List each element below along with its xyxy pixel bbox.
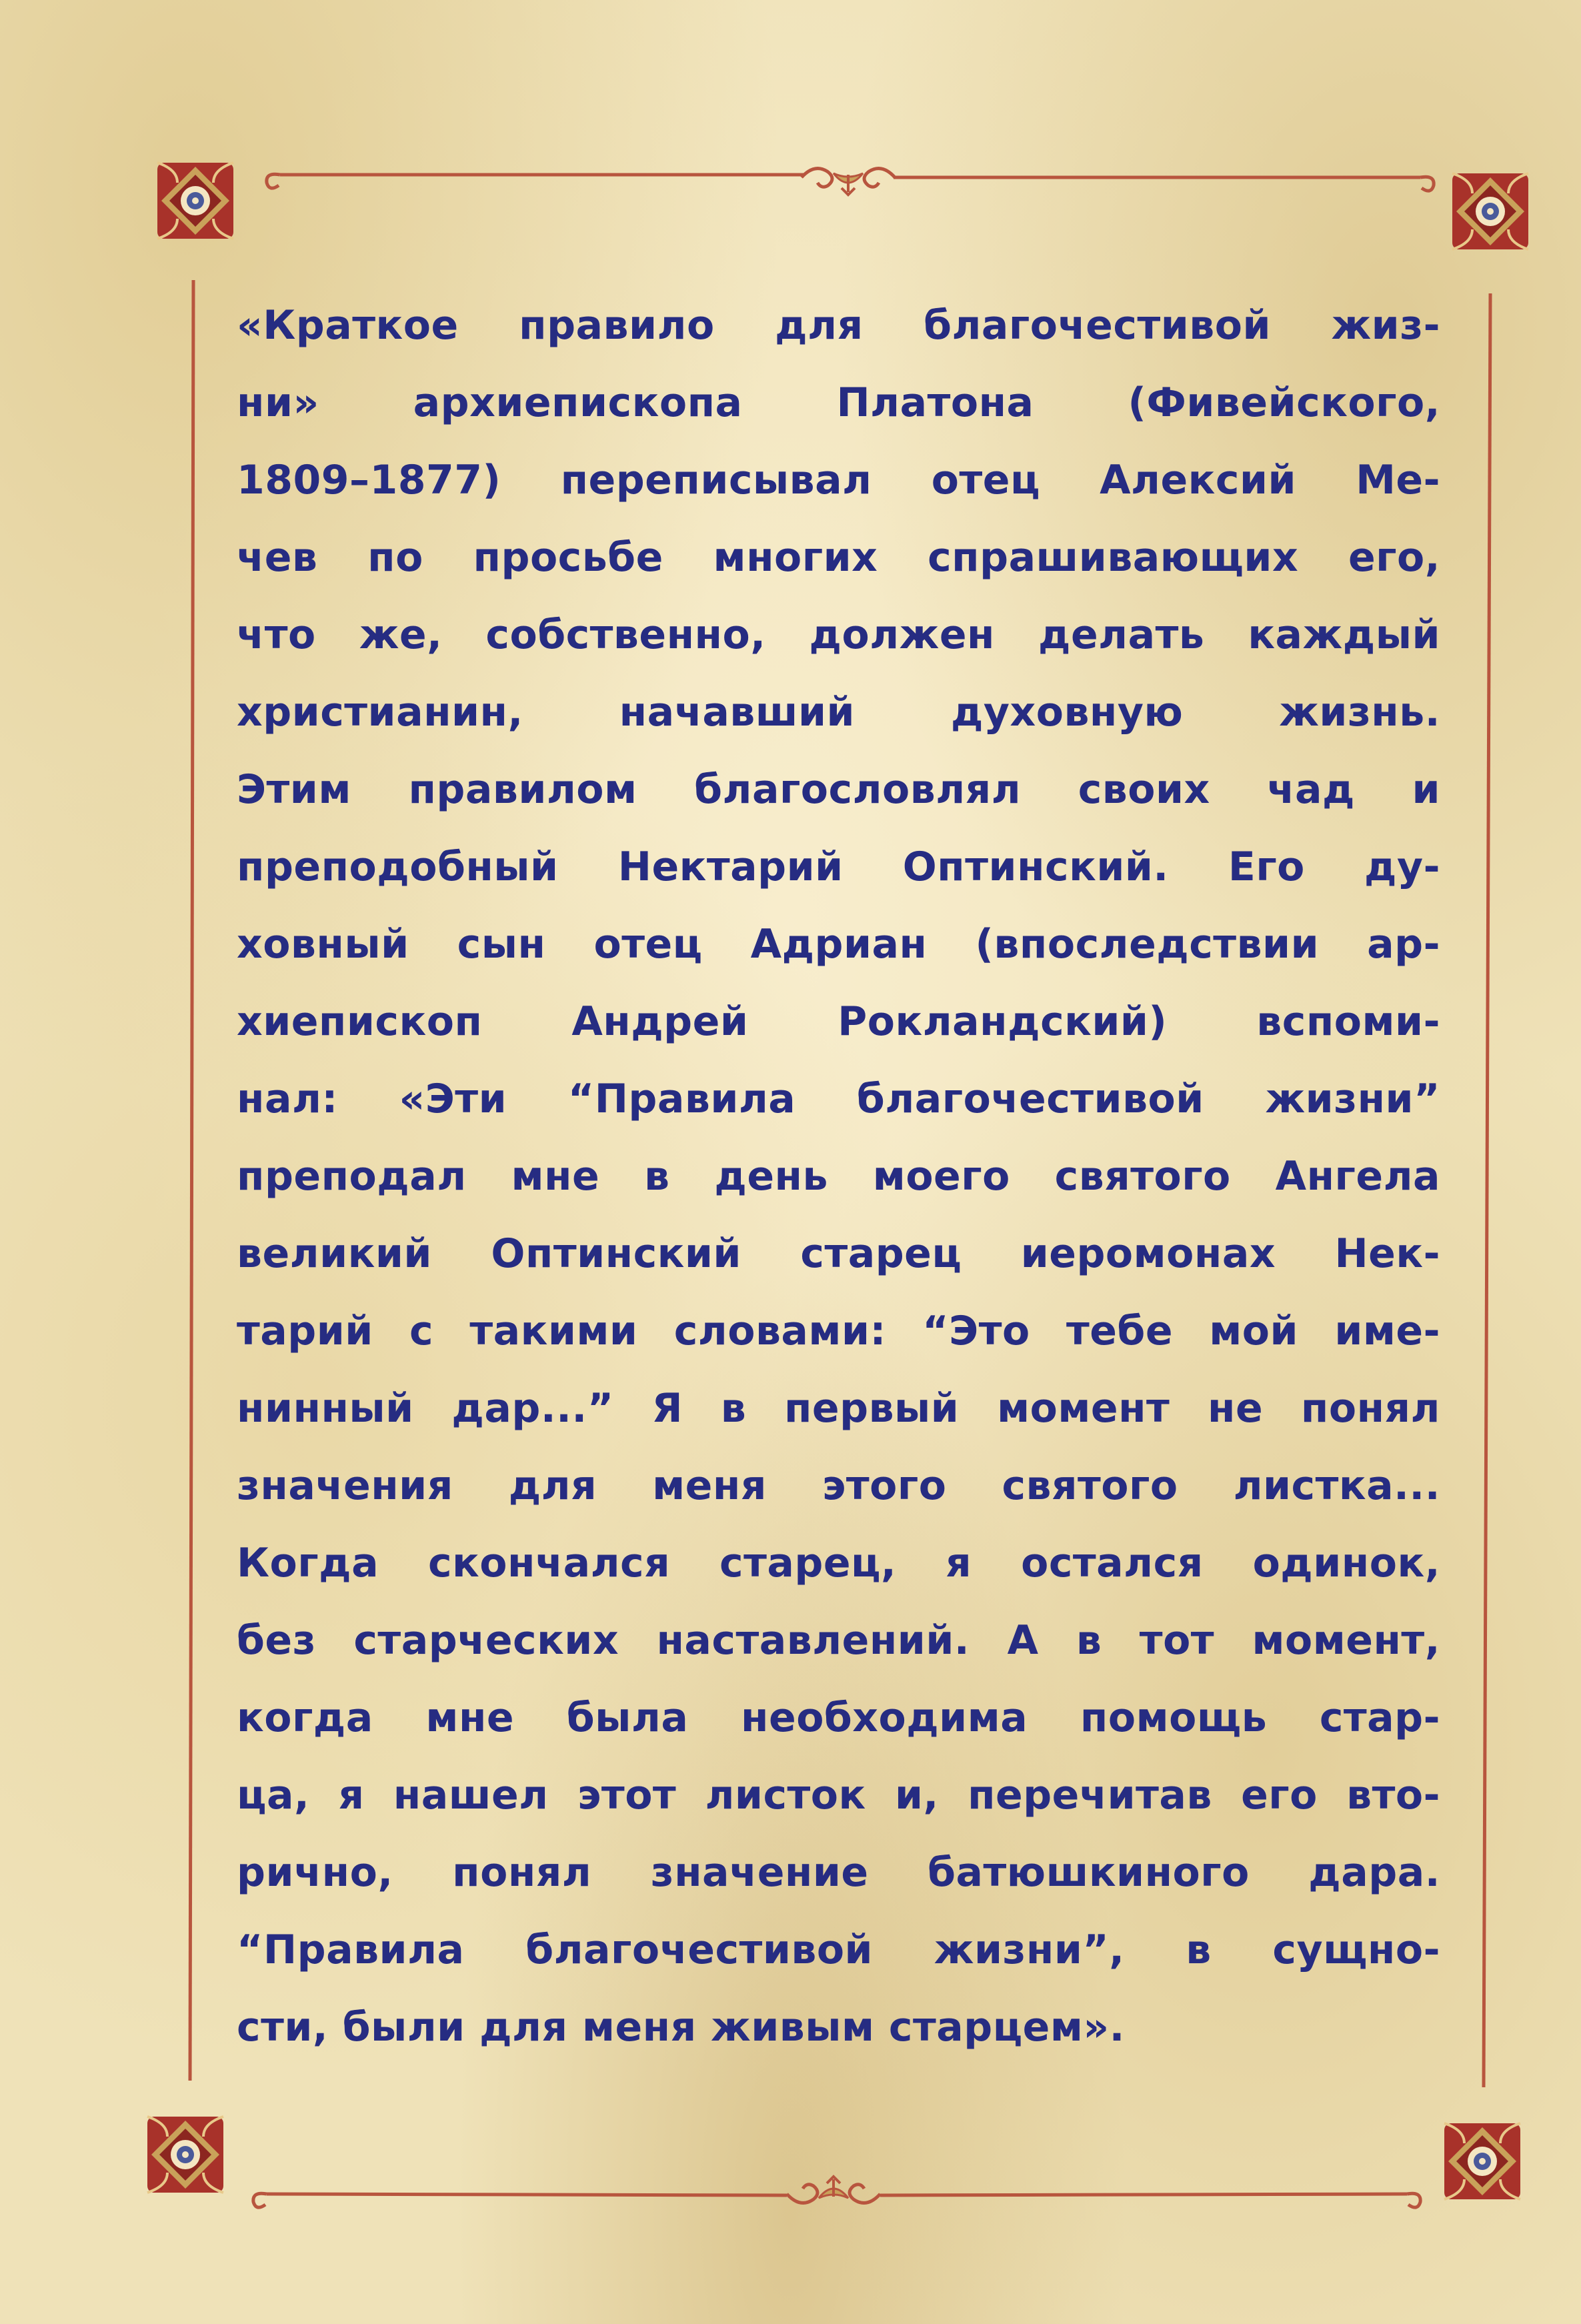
text-line: чев по просьбе многих спрашивающих его,	[237, 534, 1440, 581]
text-line: сти, были для меня живым старцем».	[237, 2004, 1125, 2051]
left-border-line	[190, 280, 193, 2081]
text-line: хиепископ Андрей Рокландский) вспоми-	[237, 998, 1440, 1045]
text-line: без старческих наставлений. А в тот момент,	[237, 1617, 1440, 1664]
text-line: нинный дар...” Я в первый момент не понял	[237, 1385, 1440, 1432]
text-line: когда мне была необходима помощь стар-	[237, 1694, 1440, 1741]
floral-corner-ornament-icon	[142, 2111, 229, 2198]
text-line: “Правила благочестивой жизни”, в сущно-	[237, 1927, 1440, 1973]
floral-corner-ornament-icon	[1439, 2118, 1526, 2205]
text-line: преподал мне в день моего святого Ангела	[237, 1153, 1440, 1200]
text-line: тарий с такими словами: “Это тебе мой име-	[237, 1308, 1440, 1354]
text-line: Этим правилом благословлял своих чад и	[237, 766, 1440, 813]
text-line: значения для меня этого святого листка...	[237, 1462, 1440, 1509]
text-line: ца, я нашел этот листок и, перечитав его вто-	[237, 1772, 1440, 1819]
floral-corner-ornament-icon	[152, 157, 239, 244]
text-line: ни» архиепископа Платона (Фивейского,	[237, 379, 1440, 426]
scroll-flourish-icon	[787, 2177, 880, 2203]
text-line: что же, собственно, должен делать каждый	[237, 612, 1440, 658]
text-line: рично, понял значение батюшкиного дара.	[237, 1849, 1440, 1896]
text-line: ховный сын отец Адриан (впоследствии ар-	[237, 921, 1440, 968]
right-border-line	[1484, 293, 1490, 2087]
text-line: великий Оптинский старец иеромонах Нек-	[237, 1230, 1440, 1277]
text-line: «Краткое правило для благочестивой жиз-	[237, 302, 1440, 349]
text-line: преподобный Нектарий Оптинский. Его ду-	[237, 844, 1440, 890]
text-line: христианин, начавший духовную жизнь.	[237, 689, 1440, 736]
text-line: нал: «Эти “Правила благочестивой жизни”	[237, 1076, 1440, 1122]
text-line: 1809–1877) переписывал отец Алексий Ме-	[237, 457, 1440, 503]
floral-corner-ornament-icon	[1447, 168, 1534, 255]
body-text	[237, 287, 1440, 2066]
scroll-flourish-icon	[802, 169, 895, 195]
text-line: Когда скончался старец, я остался одинок,	[237, 1540, 1440, 1586]
